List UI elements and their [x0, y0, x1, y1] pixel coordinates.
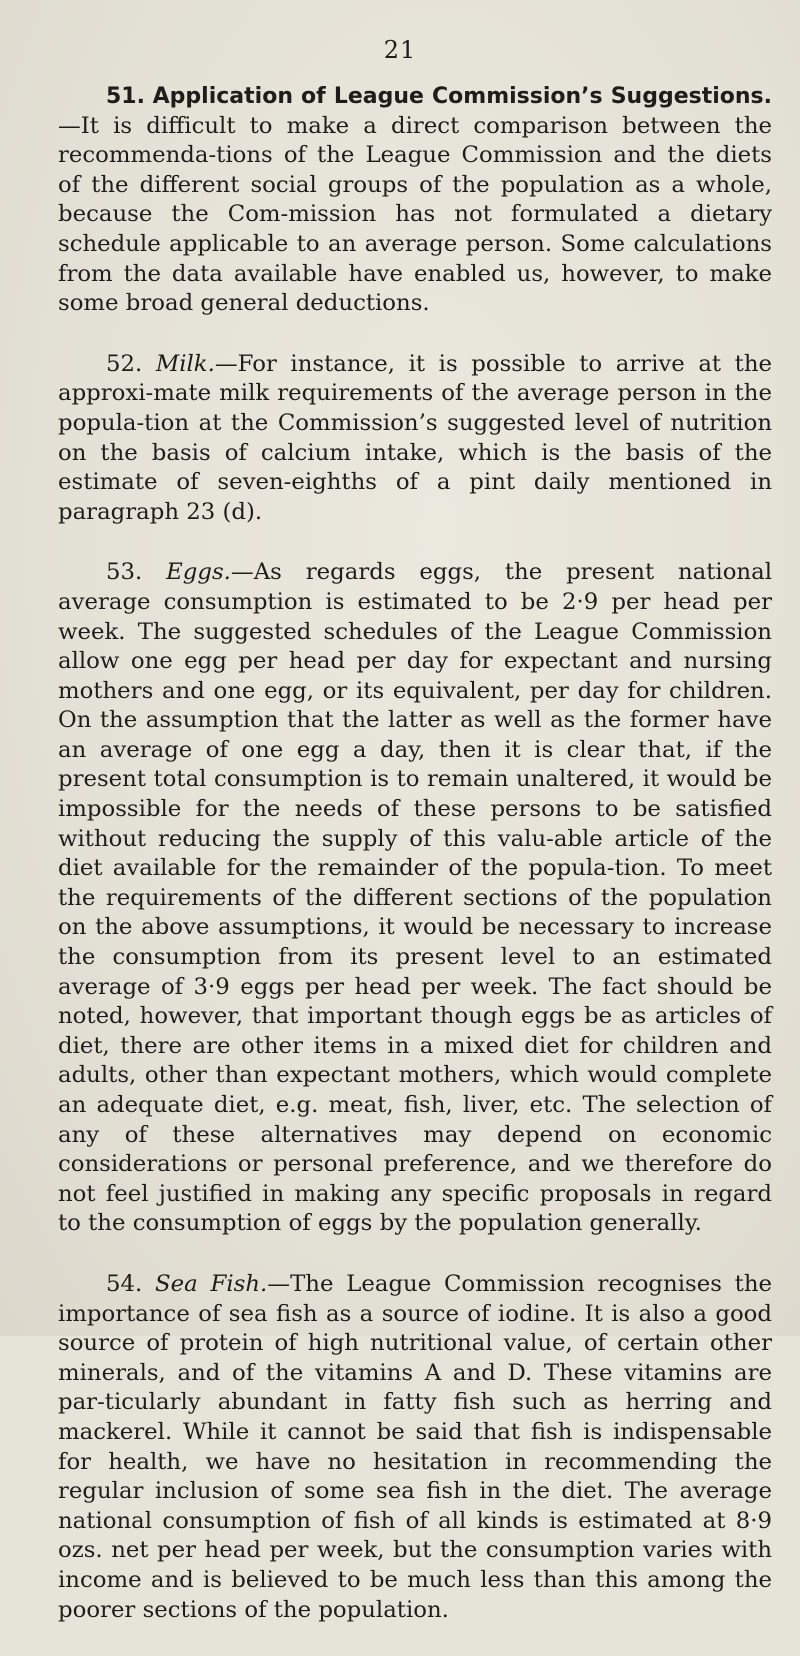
paragraph-body: —As regards eggs, the present national average consumption is estimated to be 2·9 per head per week. The suggested schedules of the League Commission allow one egg per head per day for expectant and nursing mothers and one egg, or its equivalent, per day for children. On the assumption that the latter as well as the former have an average of one egg a day, then it is clear that, if the present total consumption is to remain unaltered, it would be impossible for the needs of these persons to be satisfied without reducing the supply of this valu-able article of the diet available for the remainder of the popula-tion. To meet the requirements of the different sections of the population on the above assumptions, it would be necessary to increase the consumption from its present level to an estimated average of 3·9 eggs per head per week. The fact should be noted, however, that important though eggs be as articles of diet, there are other items in a mixed diet for children and adults, other than expectant mothers, which would complete an adequate diet, e.g. meat, fish, liver, etc. The selection of any of these alternatives may depend on economic considerations or personal preference, and we therefore do not feel justified in making any specific proposals in regard to the consumption of eggs by the population generally. [58, 559, 772, 1237]
paragraph-number: 52. [106, 350, 143, 377]
paragraph-51 [58, 82, 772, 319]
paragraph-52 [58, 350, 772, 528]
paragraph-number: 54. [106, 1270, 143, 1297]
paragraph-title: Application of League Commission’s Suggestions. [152, 84, 772, 109]
paragraph-number: 53. [106, 559, 143, 586]
paragraph-54 [58, 1270, 772, 1625]
paragraph-title: Milk. [155, 350, 215, 377]
text-body [58, 82, 772, 1656]
paragraph-53 [58, 558, 772, 1239]
paragraph-body: —The League Commission recognises the importance of sea fish as a source of iodine. It is also a good source of protein of high nutritional value, of certain other minerals, and of the vitamins A and D. These vitamins are par-ticularly abundant in fatty fish such as herring and mackerel. While it cannot be said that fish is indispensable for health, we have no hesitation in recommending the regular inclusion of some sea fish in the diet. The average national consumption of fish of all kinds is estimated at 8·9 ozs. net per head per week, but the consumption varies with income and is believed to be much less than this among the poorer sections of the population. [58, 1270, 772, 1623]
page-number: 21 [383, 36, 417, 64]
paragraph-number: 51. [106, 84, 145, 109]
paragraph-body: —It is difficult to make a direct comparison between the recommenda-tions of the League Commission and the diets of the different social groups of the population as a whole, because the Com-mission has not formulated a dietary schedule applicable to an average person. Some calculations from the data available have enabled us, however, to make some broad general deductions. [58, 112, 772, 317]
paragraph-title: Sea Fish. [155, 1270, 268, 1297]
paragraph-title: Eggs. [166, 559, 231, 586]
paragraph-body: —For instance, it is possible to arrive at the approxi-mate milk requirements of the average person in the popula-tion at the Commission’s suggested level of nutrition on the basis of calcium intake, which is the basis of the estimate of seven-eighths of a pint daily mentioned in paragraph 23 (d). [58, 350, 772, 525]
